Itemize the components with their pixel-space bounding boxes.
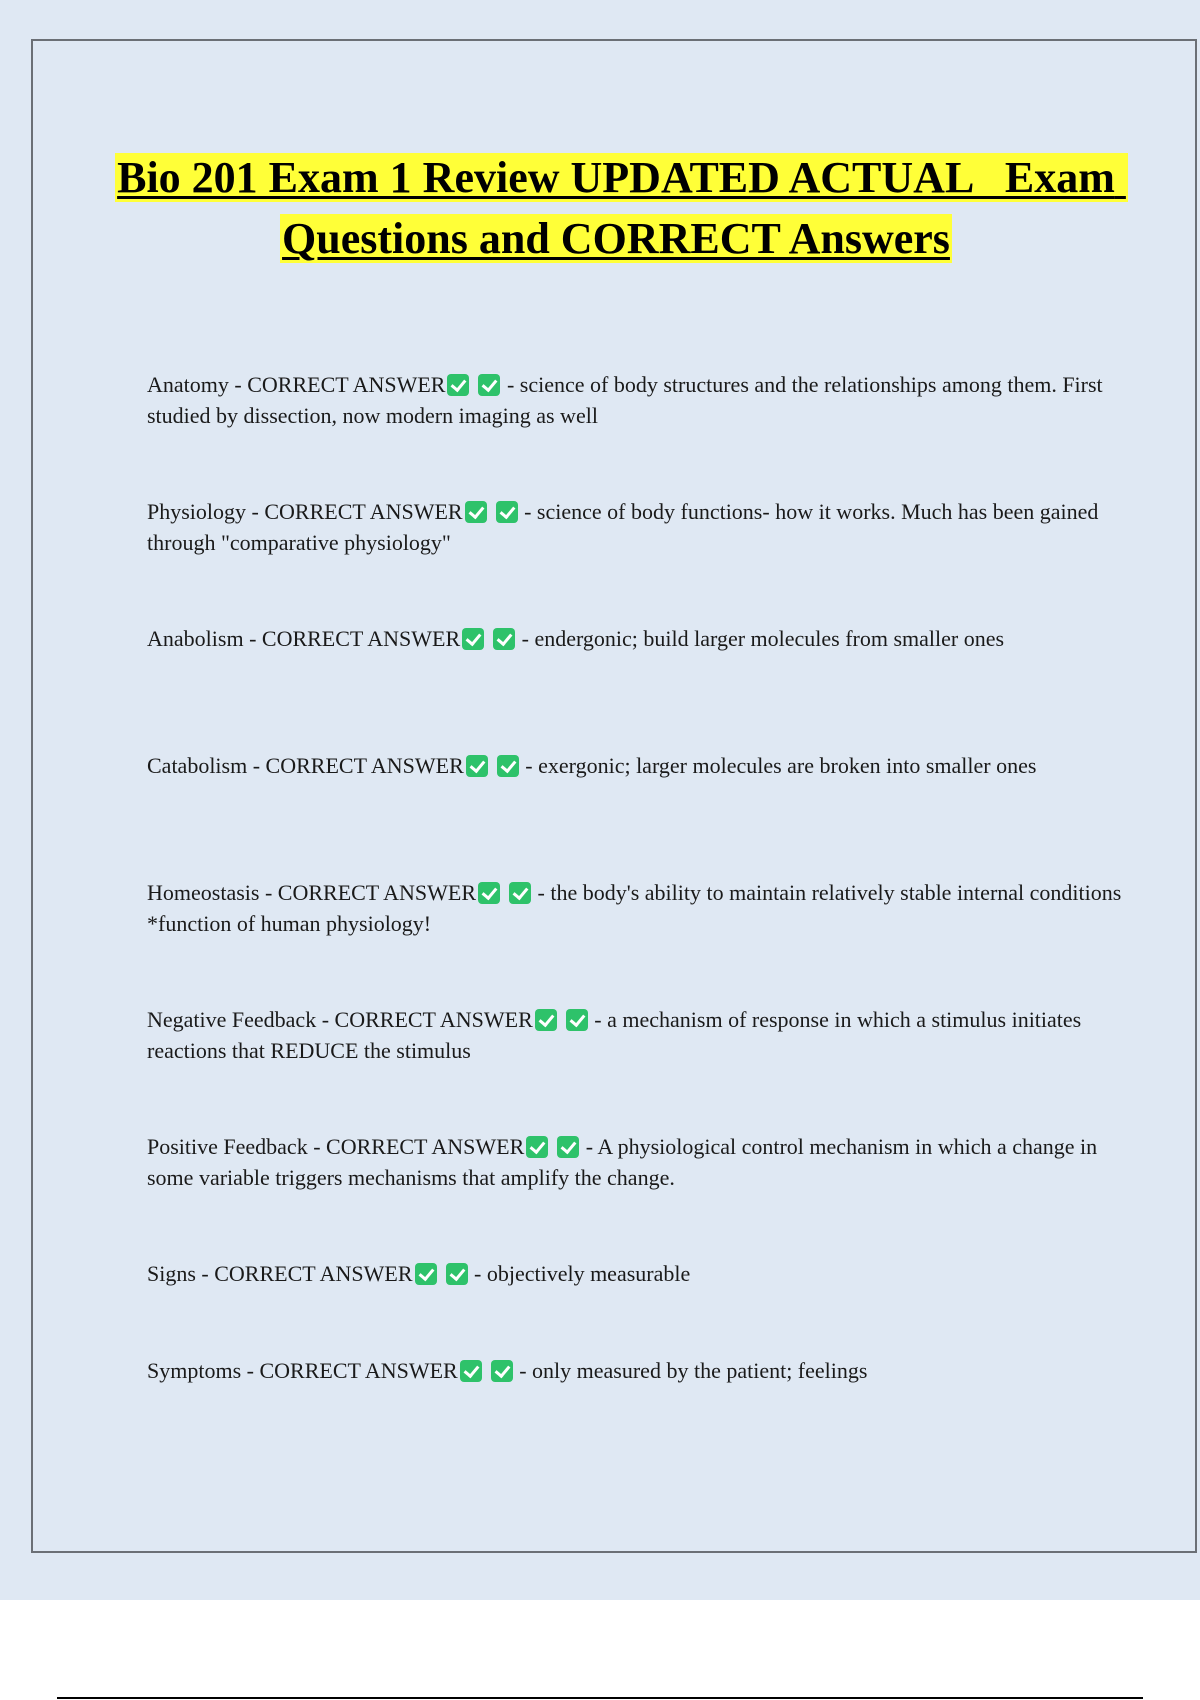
document-title-text: Bio 201 Exam 1 Review UPDATED ACTUAL Exam Questions and CORRECT Answers bbox=[117, 153, 1126, 263]
document-page bbox=[31, 39, 1197, 1553]
checkbox-icon bbox=[526, 1136, 548, 1158]
qa-definition: - exergonic; larger molecules are broken into smaller ones bbox=[525, 753, 1037, 778]
qa-item-positive-feedback: Positive Feedback - CORRECT ANSWER - A physiological control mechanism in which a change in some variable triggers mechanisms that amplify the change. bbox=[147, 1134, 1098, 1190]
qa-answer-marker: CORRECT ANSWER bbox=[334, 1007, 533, 1032]
qa-term: Anatomy bbox=[147, 372, 229, 397]
checkbox-icon bbox=[415, 1263, 437, 1285]
checkbox-icon bbox=[460, 1360, 482, 1382]
footer-divider bbox=[57, 1697, 1143, 1699]
checkbox-icon bbox=[509, 882, 531, 904]
checkbox-icon bbox=[496, 501, 518, 523]
qa-answer-marker: CORRECT ANSWER bbox=[264, 499, 463, 524]
checkbox-icon bbox=[557, 1136, 579, 1158]
checkbox-icon bbox=[466, 755, 488, 777]
qa-answer-marker: CORRECT ANSWER bbox=[259, 1358, 458, 1383]
qa-item-symptoms: Symptoms - CORRECT ANSWER - only measured by the patient; feelings bbox=[147, 1358, 868, 1383]
qa-item-homeostasis: Homeostasis - CORRECT ANSWER - the body's ability to maintain relatively stable internal conditions *function of human physiology! bbox=[147, 880, 1122, 936]
qa-term: Signs bbox=[147, 1261, 196, 1286]
qa-definition: - science of body functions- how it works. Much has been gained through "comparative physiology" bbox=[147, 499, 1099, 555]
qa-term: Physiology bbox=[147, 499, 247, 524]
qa-item-negative-feedback: Negative Feedback - CORRECT ANSWER - a mechanism of response in which a stimulus initiates reactions that REDUCE the stimulus bbox=[147, 1007, 1082, 1063]
qa-term: Symptoms bbox=[147, 1358, 242, 1383]
qa-item-anatomy: Anatomy - CORRECT ANSWER - science of body structures and the relationships among them. First studied by dissection, now modern imaging as well bbox=[147, 372, 1103, 428]
qa-answer-marker: CORRECT ANSWER bbox=[277, 880, 477, 905]
qa-definition: - endergonic; build larger molecules from smaller ones bbox=[521, 626, 1005, 651]
qa-definition: - a mechanism of response in which a stimulus initiates reactions that REDUCE the stimulus bbox=[147, 1007, 1082, 1063]
checkbox-icon bbox=[566, 1009, 588, 1031]
checkbox-icon bbox=[535, 1009, 557, 1031]
qa-answer-marker: CORRECT ANSWER bbox=[265, 753, 464, 778]
qa-definition: - objectively measurable bbox=[474, 1261, 691, 1286]
qa-definition: - science of body structures and the relationships among them. First studied by dissection, now modern imaging as well bbox=[147, 372, 1103, 428]
qa-term: Homeostasis bbox=[147, 880, 260, 905]
qa-term: Anabolism bbox=[147, 626, 244, 651]
checkbox-icon bbox=[497, 755, 519, 777]
qa-item-catabolism: Catabolism - CORRECT ANSWER - exergonic; larger molecules are broken into smaller ones bbox=[147, 753, 1037, 778]
qa-item-signs: Signs - CORRECT ANSWER - objectively measurable bbox=[147, 1261, 691, 1286]
qa-term: Negative Feedback bbox=[147, 1007, 317, 1032]
qa-answer-marker: CORRECT ANSWER bbox=[247, 372, 446, 397]
qa-definition: - only measured by the patient; feelings bbox=[519, 1358, 868, 1383]
checkbox-icon bbox=[447, 374, 469, 396]
qa-answer-marker: CORRECT ANSWER bbox=[326, 1134, 525, 1159]
checkbox-icon bbox=[462, 628, 484, 650]
checkbox-icon bbox=[493, 628, 515, 650]
checkbox-icon bbox=[491, 1360, 513, 1382]
checkbox-icon bbox=[478, 374, 500, 396]
qa-term: Catabolism bbox=[147, 753, 248, 778]
checkbox-icon bbox=[446, 1263, 468, 1285]
qa-definition: - the body's ability to maintain relatively stable internal conditions *function of human physiology! bbox=[147, 880, 1122, 936]
checkbox-icon bbox=[465, 501, 487, 523]
qa-term: Positive Feedback bbox=[147, 1134, 308, 1159]
qa-definition: - A physiological control mechanism in which a change in some variable triggers mechanisms that amplify the change. bbox=[147, 1134, 1098, 1190]
qa-item-physiology: Physiology - CORRECT ANSWER - science of body functions- how it works. Much has been gained through "comparative physiology" bbox=[147, 499, 1099, 555]
checkbox-icon bbox=[478, 882, 500, 904]
qa-answer-marker: CORRECT ANSWER bbox=[214, 1261, 413, 1286]
qa-answer-marker: CORRECT ANSWER bbox=[261, 626, 461, 651]
qa-item-anabolism: Anabolism - CORRECT ANSWER - endergonic; build larger molecules from smaller ones bbox=[147, 626, 1005, 651]
document-title bbox=[33, 147, 1199, 269]
